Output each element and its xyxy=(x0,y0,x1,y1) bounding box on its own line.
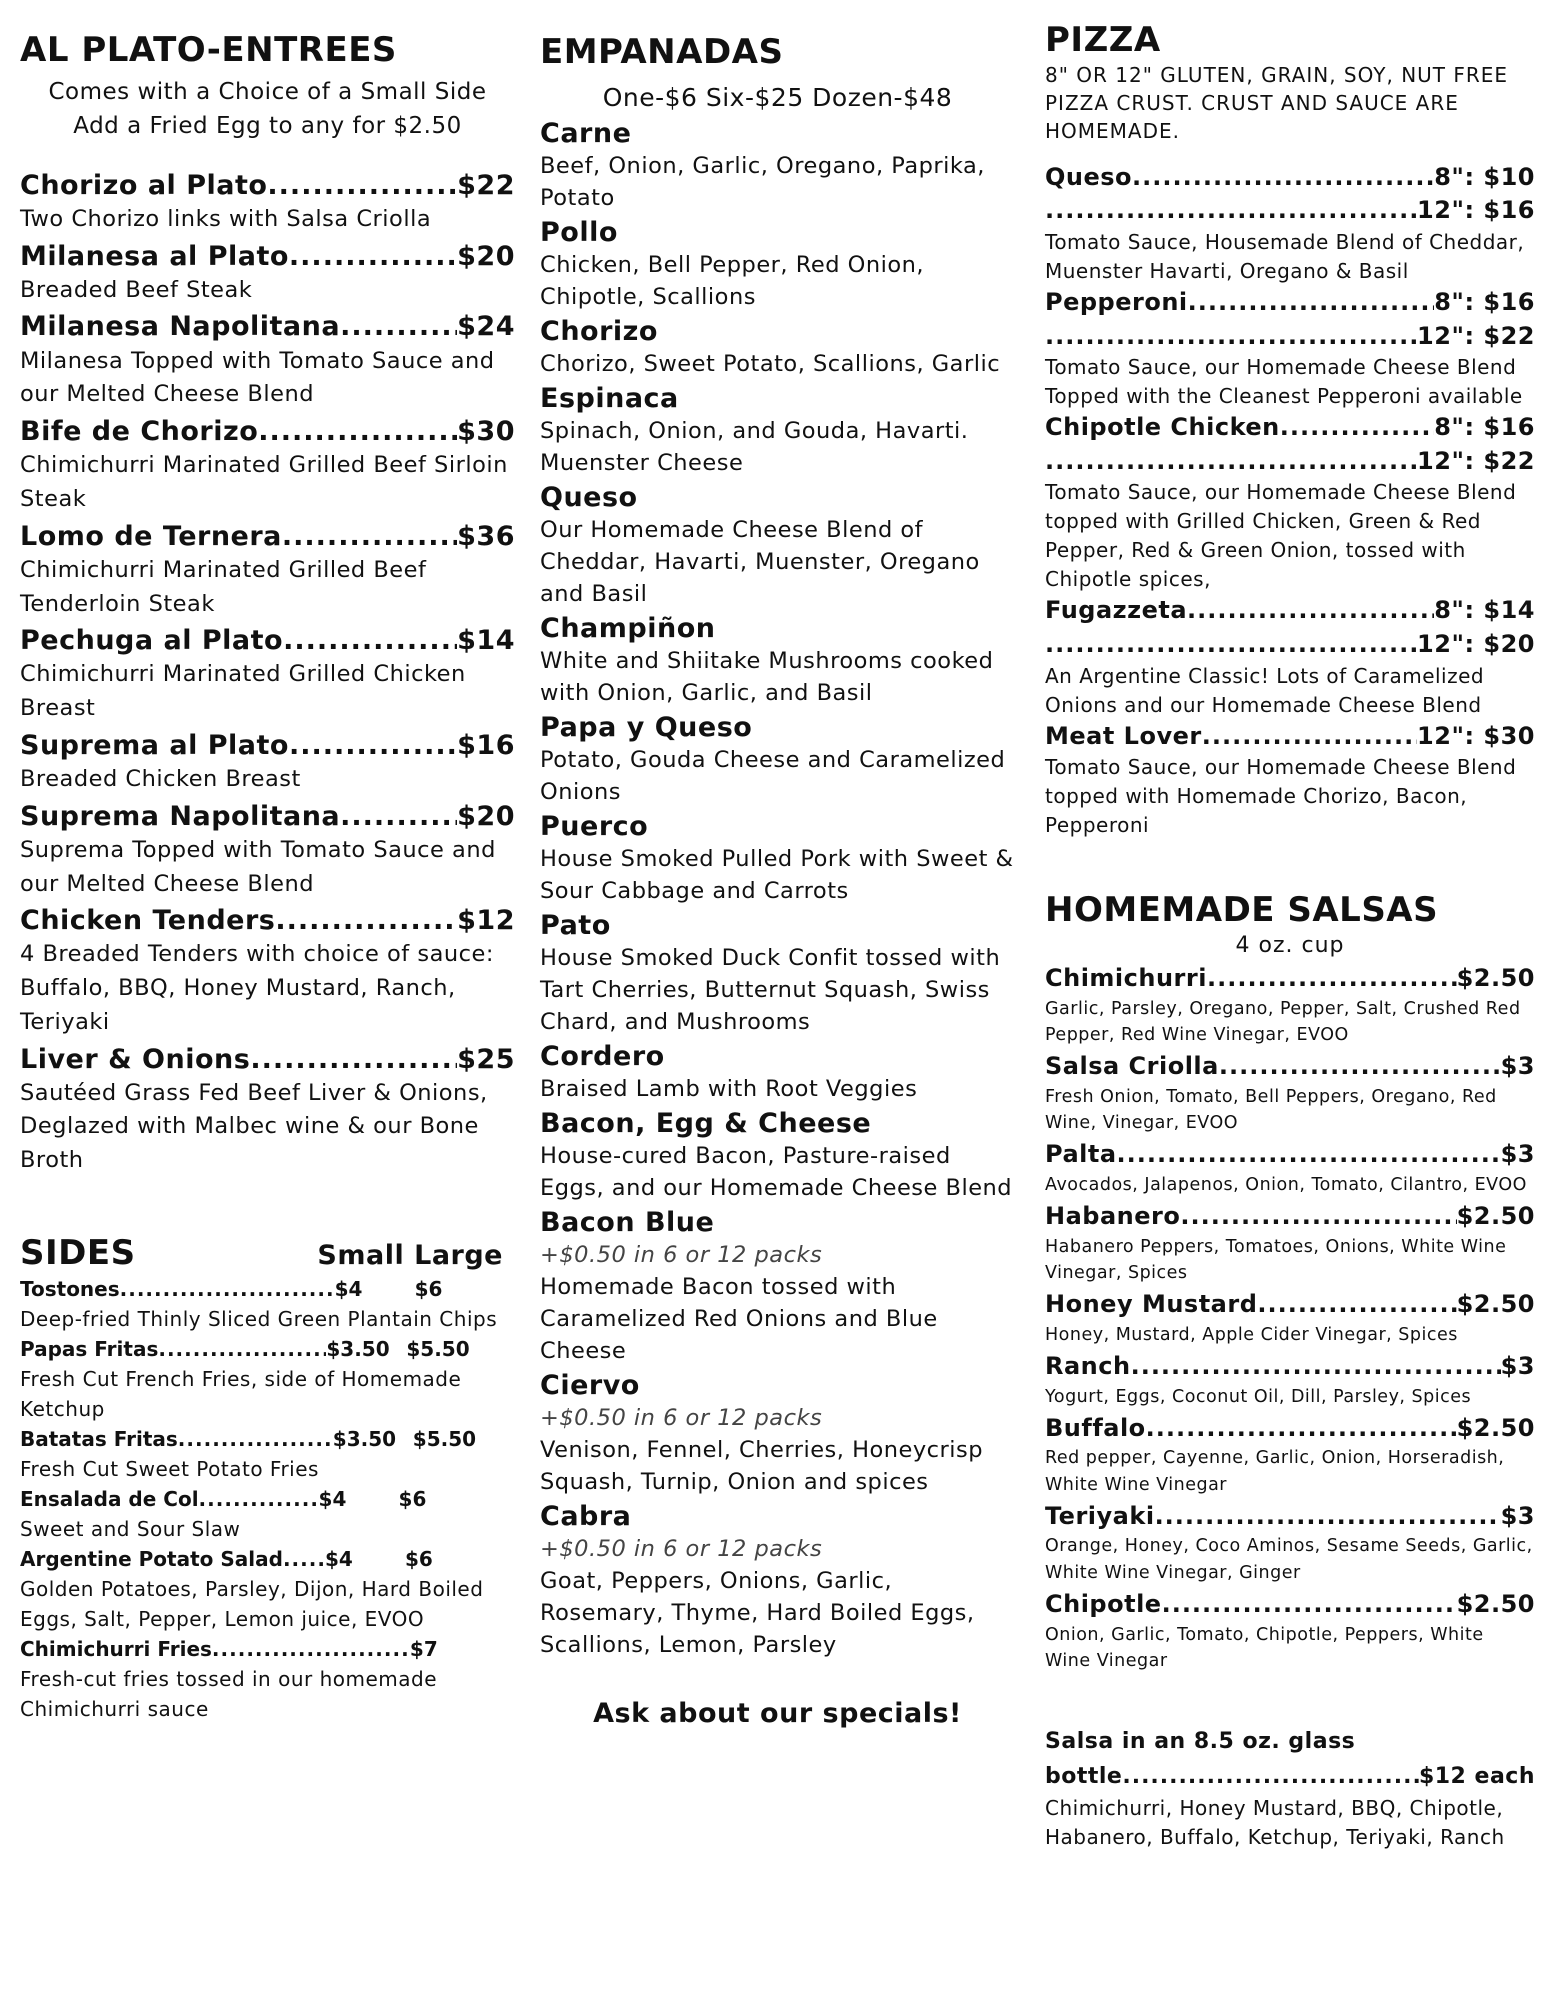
entree-desc: Breaded Beef Steak xyxy=(20,276,253,303)
salsa-item xyxy=(1045,1412,1535,1498)
salsa-name: Salsa Criolla xyxy=(1045,1052,1219,1081)
salsa-price: $2.50 xyxy=(1456,1201,1535,1230)
salsa-name: Chipotle xyxy=(1045,1589,1162,1618)
empanadas-prices: One-$6 Six-$25 Dozen-$48 xyxy=(602,82,953,112)
empanadas-column xyxy=(540,0,1015,1729)
entree-name: Milanesa Napolitana xyxy=(20,311,341,343)
empanada-desc: Our Homemade Cheese Blend of Cheddar, Havarti, Muenster, Oregano and Basil xyxy=(540,517,980,608)
side-small-price: $7 xyxy=(409,1636,438,1661)
salsa-price: $3 xyxy=(1500,1501,1535,1530)
entree-desc: Chimichurri Marinated Grilled Beef Sirloin Steak xyxy=(20,452,508,512)
salsa-item xyxy=(1045,1500,1535,1586)
pizza-price-small: 8": $14 xyxy=(1434,596,1535,625)
entree-price: $16 xyxy=(457,729,515,761)
pizza-name: Pepperoni xyxy=(1045,287,1188,316)
pizza-price-large: 12": $20 xyxy=(1417,629,1535,658)
side-large-price: $6 xyxy=(404,1546,433,1571)
empanada-name: Papa y Queso xyxy=(540,712,753,744)
pizza-desc: Tomato Sauce, Housemade Blend of Cheddar, Muenster Havarti, Oregano & Basil xyxy=(1045,229,1525,283)
side-name: Argentine Potato Salad xyxy=(20,1546,283,1571)
entree-item xyxy=(20,728,515,797)
side-item xyxy=(20,1544,515,1634)
empanada-name: Champiñon xyxy=(540,613,716,645)
salsa-name: Ranch xyxy=(1045,1351,1131,1380)
entree-desc: Suprema Topped with Tomato Sauce and our Melted Cheese Blend xyxy=(20,836,496,897)
side-large-price: $6 xyxy=(398,1486,427,1511)
entree-name: Bife de Chorizo xyxy=(20,416,259,448)
empanada-name: Chorizo xyxy=(540,316,658,348)
sides-header xyxy=(20,1226,515,1274)
salsa-item xyxy=(1045,1138,1535,1198)
pizza-price-small: 8": $10 xyxy=(1434,162,1535,191)
pizza-salsas-column xyxy=(1045,0,1535,1852)
side-desc: Fresh Cut Sweet Potato Fries xyxy=(20,1456,319,1481)
empanada-note: +$0.50 in 6 or 12 packs xyxy=(540,1535,823,1562)
pizza-desc: Tomato Sauce, our Homemade Cheese Blend Topped with the Cleanest Pepperoni available xyxy=(1045,355,1523,409)
entree-name: Chorizo al Plato xyxy=(20,169,268,201)
empanada-item xyxy=(540,215,1015,314)
salsa-item xyxy=(1045,1588,1535,1674)
entree-item xyxy=(20,519,515,622)
empanada-item xyxy=(540,314,1015,381)
empanadas-title: EMPANADAS xyxy=(540,32,784,72)
side-name: Papas Fritas xyxy=(20,1336,159,1361)
side-desc: Fresh-cut fries tossed in our homemade Chimichurri sauce xyxy=(20,1666,438,1721)
salsa-item xyxy=(1045,1350,1535,1410)
side-desc: Deep-fried Thinly Sliced Green Plantain Chips xyxy=(20,1306,498,1331)
pizza-title: PIZZA xyxy=(1045,20,1161,60)
empanada-desc: House Smoked Duck Confit tossed with Tart Cherries, Butternut Squash, Swiss Chard, and Mushrooms xyxy=(540,945,1001,1036)
salsa-desc: Fresh Onion, Tomato, Bell Peppers, Oregano, Red Wine, Vinegar, EVOO xyxy=(1045,1086,1497,1133)
entree-item xyxy=(20,168,515,237)
side-name: Batatas Fritas xyxy=(20,1426,178,1451)
bottle-line1: Salsa in an 8.5 oz. glass xyxy=(1045,1729,1356,1755)
pizza-desc: An Argentine Classic! Lots of Caramelized Onions and our Homemade Cheese Blend xyxy=(1045,663,1485,717)
side-small-price: $4 xyxy=(324,1546,353,1571)
side-name: Chimichurri Fries xyxy=(20,1636,212,1661)
pizza-item xyxy=(1045,286,1535,411)
side-small-price: $4 xyxy=(334,1276,363,1301)
entree-price: $24 xyxy=(457,311,515,343)
empanada-item xyxy=(540,611,1015,710)
side-item xyxy=(20,1484,515,1544)
salsa-price: $3 xyxy=(1500,1052,1535,1081)
side-item xyxy=(20,1424,515,1484)
empanada-note: +$0.50 in 6 or 12 packs xyxy=(540,1242,823,1269)
entree-desc: Milanesa Topped with Tomato Sauce and our Melted Cheese Blend xyxy=(20,347,495,408)
entree-price: $12 xyxy=(457,905,515,937)
pizza-item xyxy=(1045,161,1535,286)
empanada-desc: House-cured Bacon, Pasture-raised Eggs, and our Homemade Cheese Blend xyxy=(540,1143,1013,1202)
empanada-item xyxy=(540,1205,1015,1368)
entree-price: $20 xyxy=(457,800,515,832)
empanada-desc: House Smoked Pulled Pork with Sweet & Sour Cabbage and Carrots xyxy=(540,846,1014,905)
entree-price: $20 xyxy=(457,240,515,272)
pizza-name: Queso xyxy=(1045,162,1133,191)
salsa-name: Teriyaki xyxy=(1045,1501,1155,1530)
entree-desc: Sautéed Grass Fed Beef Liver & Onions, Deglazed with Malbec wine & our Bone Broth xyxy=(20,1079,488,1174)
pizza-item xyxy=(1045,594,1535,719)
empanada-item xyxy=(540,381,1015,480)
pizza-price-small: 8": $16 xyxy=(1434,413,1535,442)
empanada-desc: Homemade Bacon tossed with Caramelized Red Onions and Blue Cheese xyxy=(540,1273,938,1364)
entrees-intro-line2: Add a Fried Egg to any for $2.50 xyxy=(73,113,462,140)
empanada-name: Cabra xyxy=(540,1500,632,1532)
salsa-desc: Orange, Honey, Coco Aminos, Sesame Seeds, Garlic, White Wine Vinegar, Ginger xyxy=(1045,1536,1533,1583)
entree-name: Liver & Onions xyxy=(20,1043,251,1075)
salsa-name: Honey Mustard xyxy=(1045,1290,1258,1319)
entree-name: Lomo de Ternera xyxy=(20,520,282,552)
sides-size-columns: Small Large xyxy=(317,1239,503,1271)
salsa-desc: Habanero Peppers, Tomatoes, Onions, White Wine Vinegar, Spices xyxy=(1045,1236,1507,1283)
side-small-price: $4 xyxy=(318,1486,347,1511)
entree-item xyxy=(20,239,515,308)
empanada-desc: Beef, Onion, Garlic, Oregano, Paprika, Potato xyxy=(540,153,985,212)
entrees-intro xyxy=(20,75,515,144)
empanada-desc: Spinach, Onion, and Gouda, Havarti. Muenster Cheese xyxy=(540,418,969,477)
salsas-title: HOMEMADE SALSAS xyxy=(1045,890,1439,931)
entree-item xyxy=(20,623,515,726)
salsa-item xyxy=(1045,1050,1535,1136)
pizza-name: Meat Lover xyxy=(1045,721,1202,750)
salsa-name: Palta xyxy=(1045,1140,1117,1169)
entree-price: $36 xyxy=(457,520,515,552)
entree-name: Suprema al Plato xyxy=(20,729,289,761)
pizza-name: Chipotle Chicken xyxy=(1045,413,1280,442)
empanada-name: Ciervo xyxy=(540,1369,640,1401)
entree-item xyxy=(20,414,515,517)
side-desc: Sweet and Sour Slaw xyxy=(20,1516,241,1541)
entree-item xyxy=(20,1042,515,1178)
salsa-item xyxy=(1045,1288,1535,1348)
empanada-desc: Chorizo, Sweet Potato, Scallions, Garlic xyxy=(540,351,1001,378)
side-name: Ensalada de Col xyxy=(20,1486,199,1511)
salsa-desc: Onion, Garlic, Tomato, Chipotle, Peppers, White Wine Vinegar xyxy=(1045,1624,1484,1671)
empanada-item xyxy=(540,1368,1015,1499)
salsa-name: Buffalo xyxy=(1045,1413,1146,1442)
entree-price: $22 xyxy=(457,169,515,201)
empanada-name: Bacon, Egg & Cheese xyxy=(540,1107,872,1139)
entree-name: Chicken Tenders xyxy=(20,905,276,937)
pizza-desc: Tomato Sauce, our Homemade Cheese Blend topped with Homemade Chorizo, Bacon, Pepperoni xyxy=(1045,755,1517,838)
pizza-item xyxy=(1045,411,1535,594)
pizza-price-large: 12": $22 xyxy=(1417,446,1535,475)
side-small-price: $3.50 xyxy=(326,1336,390,1361)
empanada-name: Bacon Blue xyxy=(540,1206,715,1238)
empanada-item xyxy=(540,480,1015,611)
empanada-name: Carne xyxy=(540,118,632,150)
bottle-name: bottle xyxy=(1045,1764,1123,1790)
specials-note: Ask about our specials! xyxy=(593,1697,962,1729)
entree-item xyxy=(20,799,515,902)
salsa-price: $2.50 xyxy=(1456,1290,1535,1319)
entree-price: $30 xyxy=(457,416,515,448)
empanada-item xyxy=(540,1499,1015,1662)
entree-desc: Two Chorizo links with Salsa Criolla xyxy=(20,205,432,232)
entree-item xyxy=(20,903,515,1039)
entree-desc: Chimichurri Marinated Grilled Chicken Breast xyxy=(20,661,466,722)
salsa-price: $3 xyxy=(1500,1351,1535,1380)
salsa-price: $3 xyxy=(1500,1140,1535,1169)
pizza-intro: 8" OR 12" GLUTEN, GRAIN, SOY, NUT FREE PIZZA CRUST. CRUST AND SAUCE ARE HOMEMADE. xyxy=(1045,62,1509,143)
entree-desc: Chimichurri Marinated Grilled Beef Tenderloin Steak xyxy=(20,556,427,617)
salsa-name: Chimichurri xyxy=(1045,963,1207,992)
entrees-title: AL PLATO-ENTREES xyxy=(20,30,397,70)
salsa-item xyxy=(1045,962,1535,1048)
entree-name: Milanesa al Plato xyxy=(20,240,289,272)
salsas-subtitle: 4 oz. cup xyxy=(1235,932,1345,958)
side-desc: Fresh Cut French Fries, side of Homemade Ketchup xyxy=(20,1366,462,1421)
side-item xyxy=(20,1634,515,1724)
sides-title: SIDES xyxy=(20,1232,136,1273)
side-name: Tostones xyxy=(20,1276,120,1301)
salsa-name: Habanero xyxy=(1045,1201,1181,1230)
empanada-desc: Potato, Gouda Cheese and Caramelized Onions xyxy=(540,747,1006,806)
empanada-item xyxy=(540,1106,1015,1205)
salsa-desc: Garlic, Parsley, Oregano, Pepper, Salt, Crushed Red Pepper, Red Wine Vinegar, EVOO xyxy=(1045,998,1521,1045)
side-item xyxy=(20,1334,515,1424)
side-small-price: $3.50 xyxy=(332,1426,397,1451)
pizza-name: Fugazzeta xyxy=(1045,596,1188,625)
side-large-price: $5.50 xyxy=(412,1426,477,1451)
salsa-price: $2.50 xyxy=(1456,1589,1535,1618)
side-item xyxy=(20,1274,515,1334)
salsa-item xyxy=(1045,1200,1535,1286)
salsa-desc: Yogurt, Eggs, Coconut Oil, Dill, Parsley, Spices xyxy=(1045,1386,1472,1407)
empanada-name: Puerco xyxy=(540,811,649,843)
entrees-intro-line1: Comes with a Choice of a Small Side xyxy=(48,78,487,105)
pizza-price-small: 8": $16 xyxy=(1434,287,1535,316)
bottle-price: $12 each xyxy=(1418,1764,1535,1790)
empanada-note: +$0.50 in 6 or 12 packs xyxy=(540,1404,823,1431)
empanada-name: Pollo xyxy=(540,217,618,249)
entree-name: Pechuga al Plato xyxy=(20,625,284,657)
empanada-desc: Goat, Peppers, Onions, Garlic, Rosemary, Thyme, Hard Boiled Eggs, Scallions, Lemon, Parsley xyxy=(540,1567,975,1658)
salsa-price: $2.50 xyxy=(1456,1413,1535,1442)
entree-price: $14 xyxy=(457,625,515,657)
salsa-price: $2.50 xyxy=(1456,963,1535,992)
empanada-desc: White and Shiitake Mushrooms cooked with Onion, Garlic, and Basil xyxy=(540,648,994,707)
empanada-desc: Venison, Fennel, Cherries, Honeycrisp Squash, Turnip, Onion and spices xyxy=(540,1436,984,1495)
empanada-item xyxy=(540,908,1015,1039)
empanada-name: Queso xyxy=(540,482,638,514)
entree-price: $25 xyxy=(457,1043,515,1075)
bottle-desc: Chimichurri, Honey Mustard, BBQ, Chipotle, Habanero, Buffalo, Ketchup, Teriyaki, Ranch xyxy=(1045,1796,1505,1850)
pizza-item xyxy=(1045,720,1535,841)
pizza-price-large: 12": $22 xyxy=(1417,321,1535,350)
empanada-desc: Chicken, Bell Pepper, Red Onion, Chipotle, Scallions xyxy=(540,252,925,311)
pizza-price-large: 12": $16 xyxy=(1417,196,1535,225)
pizza-price-large: 12": $30 xyxy=(1417,721,1535,750)
entrees-column xyxy=(20,0,515,1724)
entree-desc: Breaded Chicken Breast xyxy=(20,765,301,792)
side-large-price: $5.50 xyxy=(406,1336,470,1361)
salsa-desc: Honey, Mustard, Apple Cider Vinegar, Spices xyxy=(1045,1324,1458,1345)
empanada-item xyxy=(540,710,1015,809)
empanada-name: Cordero xyxy=(540,1040,665,1072)
entree-name: Suprema Napolitana xyxy=(20,800,341,832)
salsa-bottle-offer xyxy=(1045,1724,1535,1794)
entree-desc: 4 Breaded Tenders with choice of sauce: Buffalo, BBQ, Honey Mustard, Ranch, Teriyaki xyxy=(20,941,494,1035)
side-desc: Golden Potatoes, Parsley, Dijon, Hard Boiled Eggs, Salt, Pepper, Lemon juice, EVOO xyxy=(20,1576,484,1631)
side-large-price: $6 xyxy=(414,1276,443,1301)
salsa-desc: Red pepper, Cayenne, Garlic, Onion, Horseradish, White Wine Vinegar xyxy=(1045,1448,1505,1495)
pizza-desc: Tomato Sauce, our Homemade Cheese Blend topped with Grilled Chicken, Green & Red Pepper, Red & Green Onion, tossed with Chipotle spices, xyxy=(1045,480,1517,592)
empanada-name: Espinaca xyxy=(540,383,679,415)
empanada-name: Pato xyxy=(540,910,611,942)
empanada-item xyxy=(540,116,1015,215)
salsa-desc: Avocados, Jalapenos, Onion, Tomato, Cilantro, EVOO xyxy=(1045,1174,1527,1195)
empanada-item xyxy=(540,809,1015,908)
empanada-item xyxy=(540,1039,1015,1106)
entree-item xyxy=(20,309,515,412)
empanada-desc: Braised Lamb with Root Veggies xyxy=(540,1076,918,1103)
